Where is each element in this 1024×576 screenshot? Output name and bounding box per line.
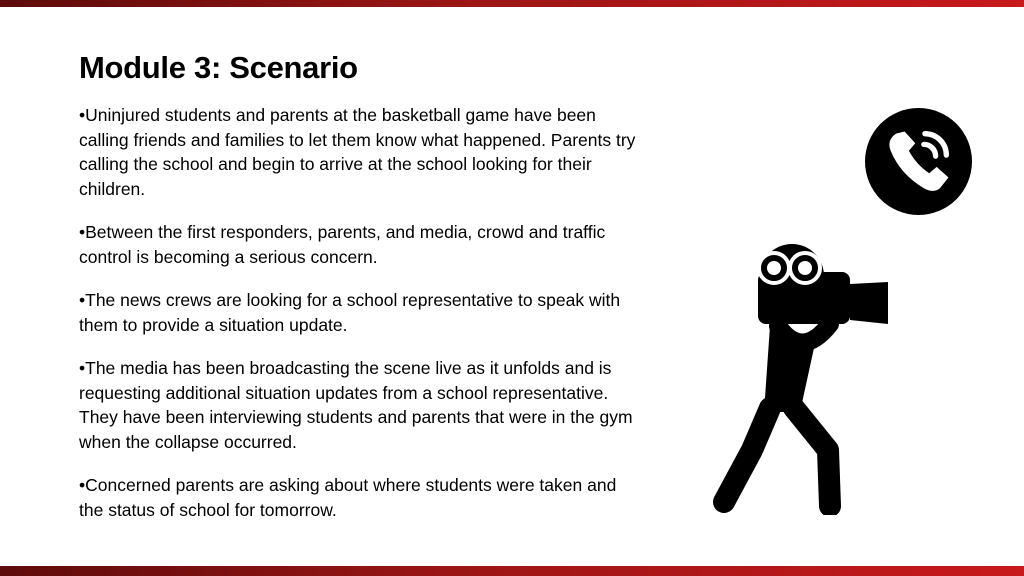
bullet-item: •Uninjured students and parents at the basketball game have been calling friends and families to let them know what happened. Parents try calling the school and begin to arrive at the school looking for their children.: [79, 105, 636, 199]
bullet-item: •The media has been broadcasting the scene live as it unfolds and is requesting additional situation updates from a school representative. They have been interviewing students and parents that were in the gym when the collapse occurred.: [79, 358, 633, 452]
top-accent-bar: [0, 0, 1024, 7]
bullet-item: •The news crews are looking for a school representative to speak with them to provide a situation update.: [79, 290, 621, 335]
phone-call-icon: [865, 108, 972, 215]
bullet-item: •Between the first responders, parents, and media, crowd and traffic control is becoming a serious concern.: [79, 222, 606, 267]
bottom-accent-bar: [0, 566, 1024, 576]
camera-operator-icon: [712, 240, 894, 515]
bullet-item: •Concerned parents are asking about where students were taken and the status of school for tomorrow.: [79, 475, 617, 520]
bullet-list: [79, 103, 644, 541]
slide-title: Module 3: Scenario: [79, 50, 358, 85]
